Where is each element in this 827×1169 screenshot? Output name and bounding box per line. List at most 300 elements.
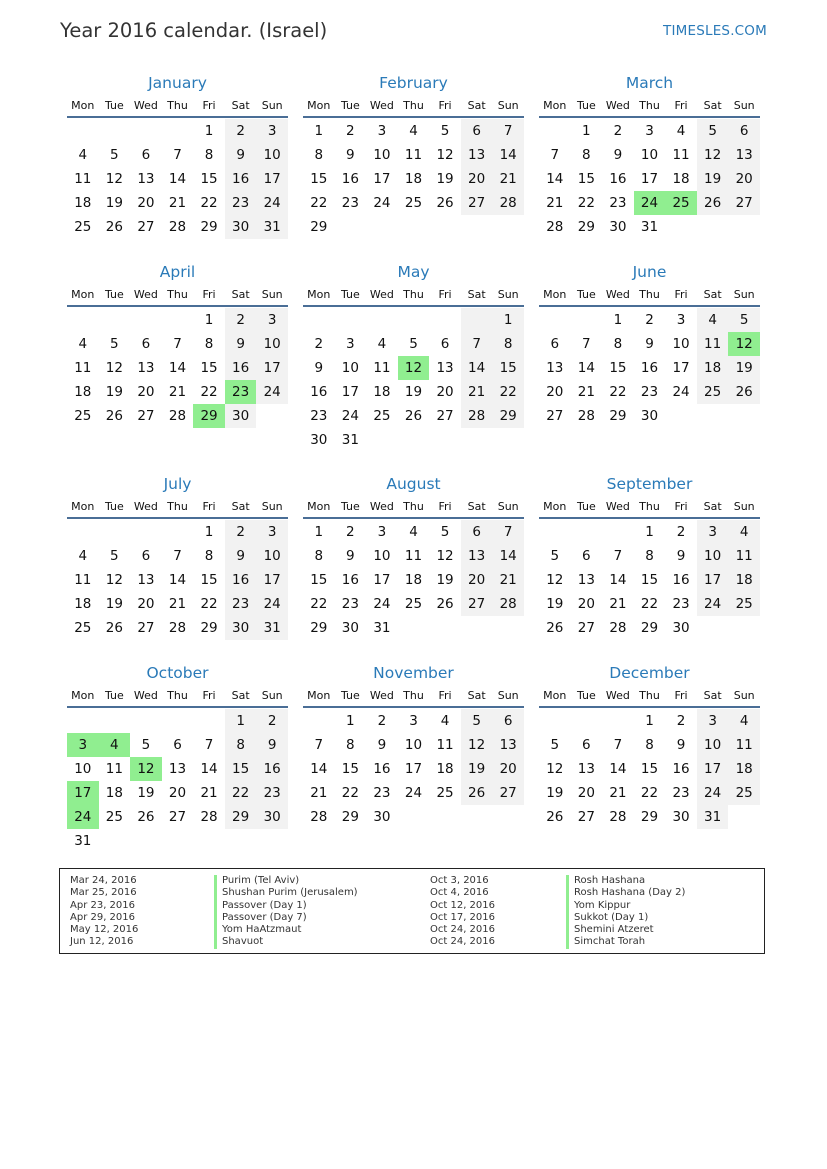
day-cell[interactable]: 19 — [461, 757, 493, 781]
day-cell[interactable]: 13 — [461, 544, 493, 568]
day-cell[interactable]: 27 — [137, 219, 155, 235]
day-cell[interactable]: 16 — [609, 171, 627, 187]
day-cell[interactable]: 7 — [204, 737, 214, 753]
day-cell[interactable]: 26 — [105, 219, 123, 235]
day-cell[interactable]: 22 — [310, 596, 328, 612]
day-cell[interactable]: 17 — [672, 360, 690, 376]
day-cell[interactable]: 25 — [373, 408, 391, 424]
day-cell[interactable]: 18 — [105, 785, 123, 801]
day-cell[interactable]: 31 — [341, 432, 359, 448]
day-cell[interactable]: 18 — [373, 384, 391, 400]
day-cell[interactable]: 2 — [225, 308, 257, 332]
day-cell[interactable]: 21 — [492, 568, 524, 592]
day-cell[interactable]: 21 — [609, 596, 627, 612]
day-cell[interactable]: 24 — [256, 592, 288, 616]
day-cell[interactable]: 14 — [168, 572, 187, 588]
day-cell[interactable]: 16 — [341, 572, 359, 588]
day-cell[interactable]: 11 — [728, 733, 760, 757]
day-cell[interactable]: 11 — [373, 360, 391, 376]
day-cell[interactable]: 5 — [440, 524, 450, 540]
day-cell[interactable]: 1 — [613, 312, 623, 328]
day-cell[interactable]: 4 — [697, 308, 729, 332]
day-cell[interactable]: 2 — [225, 119, 257, 143]
day-cell[interactable]: 19 — [404, 384, 423, 400]
day-cell[interactable]: 12 — [436, 548, 454, 564]
day-cell[interactable]: 31 — [640, 219, 659, 235]
day-cell[interactable]: 7 — [314, 737, 324, 753]
day-cell[interactable]: 23 — [609, 195, 627, 211]
day-cell[interactable]: 24 — [341, 408, 359, 424]
day-cell[interactable]: 2 — [346, 524, 355, 540]
day-cell[interactable]: 20 — [577, 785, 595, 801]
day-cell[interactable]: 14 — [609, 761, 627, 777]
day-cell[interactable]: 8 — [204, 336, 214, 352]
holiday-day-cell[interactable]: 3 — [67, 733, 99, 757]
day-cell[interactable]: 1 — [346, 713, 355, 729]
day-cell[interactable]: 8 — [492, 332, 524, 356]
day-cell[interactable]: 18 — [672, 171, 690, 187]
day-cell[interactable]: 19 — [436, 171, 454, 187]
day-cell[interactable]: 31 — [697, 805, 729, 829]
day-cell[interactable]: 19 — [105, 596, 123, 612]
holiday-day-cell[interactable]: 17 — [67, 781, 99, 805]
day-cell[interactable]: 17 — [404, 761, 423, 777]
day-cell[interactable]: 23 — [672, 785, 690, 801]
day-cell[interactable]: 28 — [461, 404, 493, 428]
day-cell[interactable]: 7 — [461, 332, 493, 356]
day-cell[interactable]: 10 — [256, 544, 288, 568]
day-cell[interactable]: 15 — [200, 171, 218, 187]
holiday-day-cell[interactable]: 23 — [225, 380, 257, 404]
day-cell[interactable]: 2 — [645, 312, 654, 328]
day-cell[interactable]: 22 — [640, 785, 659, 801]
day-cell[interactable]: 6 — [461, 520, 493, 544]
day-cell[interactable]: 12 — [461, 733, 493, 757]
day-cell[interactable]: 21 — [461, 380, 493, 404]
day-cell[interactable]: 22 — [200, 596, 218, 612]
day-cell[interactable]: 6 — [440, 336, 450, 352]
day-cell[interactable]: 30 — [310, 432, 328, 448]
day-cell[interactable]: 24 — [697, 781, 729, 805]
day-cell[interactable]: 29 — [341, 809, 359, 825]
day-cell[interactable]: 9 — [676, 737, 686, 753]
day-cell[interactable]: 17 — [256, 356, 288, 380]
day-cell[interactable]: 1 — [204, 524, 214, 540]
day-cell[interactable]: 5 — [110, 336, 119, 352]
day-cell[interactable]: 21 — [168, 596, 187, 612]
day-cell[interactable]: 22 — [577, 195, 595, 211]
day-cell[interactable]: 29 — [310, 219, 328, 235]
day-cell[interactable]: 15 — [225, 757, 257, 781]
day-cell[interactable]: 4 — [728, 709, 760, 733]
day-cell[interactable]: 22 — [609, 384, 627, 400]
day-cell[interactable]: 13 — [577, 761, 595, 777]
day-cell[interactable]: 7 — [173, 147, 182, 163]
day-cell[interactable]: 29 — [200, 620, 218, 636]
day-cell[interactable]: 30 — [225, 616, 257, 640]
day-cell[interactable]: 9 — [645, 336, 654, 352]
day-cell[interactable]: 6 — [492, 709, 524, 733]
day-cell[interactable]: 25 — [728, 592, 760, 616]
day-cell[interactable]: 7 — [492, 520, 524, 544]
day-cell[interactable]: 23 — [256, 781, 288, 805]
day-cell[interactable]: 18 — [404, 171, 423, 187]
day-cell[interactable]: 28 — [577, 408, 595, 424]
day-cell[interactable]: 14 — [609, 572, 627, 588]
day-cell[interactable]: 1 — [492, 308, 524, 332]
day-cell[interactable]: 8 — [645, 548, 654, 564]
day-cell[interactable]: 5 — [440, 123, 450, 139]
day-cell[interactable]: 6 — [550, 336, 560, 352]
day-cell[interactable]: 12 — [697, 143, 729, 167]
day-cell[interactable]: 16 — [310, 384, 328, 400]
holiday-day-cell[interactable]: 12 — [130, 757, 162, 781]
day-cell[interactable]: 25 — [404, 195, 423, 211]
day-cell[interactable]: 25 — [74, 219, 92, 235]
day-cell[interactable]: 31 — [256, 616, 288, 640]
day-cell[interactable]: 7 — [492, 119, 524, 143]
day-cell[interactable]: 1 — [225, 709, 257, 733]
day-cell[interactable]: 29 — [640, 809, 659, 825]
day-cell[interactable]: 23 — [672, 596, 690, 612]
day-cell[interactable]: 14 — [492, 544, 524, 568]
day-cell[interactable]: 5 — [110, 548, 119, 564]
day-cell[interactable]: 4 — [78, 336, 88, 352]
day-cell[interactable]: 20 — [137, 596, 155, 612]
day-cell[interactable]: 9 — [225, 544, 257, 568]
day-cell[interactable]: 21 — [492, 167, 524, 191]
day-cell[interactable]: 5 — [141, 737, 151, 753]
day-cell[interactable]: 27 — [461, 592, 493, 616]
day-cell[interactable]: 22 — [310, 195, 328, 211]
day-cell[interactable]: 28 — [310, 809, 328, 825]
day-cell[interactable]: 1 — [645, 713, 654, 729]
day-cell[interactable]: 5 — [110, 147, 119, 163]
day-cell[interactable]: 13 — [137, 171, 155, 187]
day-cell[interactable]: 2 — [613, 123, 623, 139]
day-cell[interactable]: 22 — [225, 781, 257, 805]
holiday-day-cell[interactable]: 24 — [67, 805, 99, 829]
day-cell[interactable]: 10 — [373, 147, 391, 163]
holiday-day-cell[interactable]: 4 — [99, 733, 131, 757]
day-cell[interactable]: 17 — [640, 171, 659, 187]
day-cell[interactable]: 5 — [550, 737, 560, 753]
day-cell[interactable]: 27 — [546, 408, 564, 424]
day-cell[interactable]: 15 — [310, 572, 328, 588]
day-cell[interactable]: 14 — [492, 143, 524, 167]
day-cell[interactable]: 8 — [645, 737, 654, 753]
day-cell[interactable]: 15 — [200, 572, 218, 588]
day-cell[interactable]: 4 — [676, 123, 686, 139]
day-cell[interactable]: 10 — [341, 360, 359, 376]
holiday-day-cell[interactable]: 24 — [634, 191, 666, 215]
day-cell[interactable]: 29 — [492, 404, 524, 428]
day-cell[interactable]: 12 — [546, 572, 564, 588]
day-cell[interactable]: 29 — [310, 620, 328, 636]
day-cell[interactable]: 3 — [377, 524, 387, 540]
day-cell[interactable]: 13 — [137, 360, 155, 376]
day-cell[interactable]: 1 — [582, 123, 591, 139]
day-cell[interactable]: 13 — [168, 761, 187, 777]
day-cell[interactable]: 26 — [728, 380, 760, 404]
day-cell[interactable]: 4 — [440, 713, 450, 729]
day-cell[interactable]: 13 — [546, 360, 564, 376]
day-cell[interactable]: 3 — [346, 336, 355, 352]
day-cell[interactable]: 9 — [225, 143, 257, 167]
day-cell[interactable]: 28 — [492, 191, 524, 215]
day-cell[interactable]: 20 — [436, 384, 454, 400]
day-cell[interactable]: 4 — [78, 548, 88, 564]
day-cell[interactable]: 4 — [409, 123, 418, 139]
day-cell[interactable]: 17 — [256, 568, 288, 592]
day-cell[interactable]: 26 — [137, 809, 155, 825]
day-cell[interactable]: 27 — [168, 809, 187, 825]
day-cell[interactable]: 2 — [346, 123, 355, 139]
day-cell[interactable]: 15 — [341, 761, 359, 777]
day-cell[interactable]: 7 — [613, 548, 623, 564]
day-cell[interactable]: 29 — [200, 219, 218, 235]
day-cell[interactable]: 19 — [728, 356, 760, 380]
day-cell[interactable]: 19 — [137, 785, 155, 801]
day-cell[interactable]: 5 — [728, 308, 760, 332]
day-cell[interactable]: 8 — [613, 336, 623, 352]
day-cell[interactable]: 13 — [137, 572, 155, 588]
holiday-day-cell[interactable]: 25 — [665, 191, 697, 215]
day-cell[interactable]: 31 — [74, 833, 92, 849]
day-cell[interactable]: 27 — [137, 620, 155, 636]
day-cell[interactable]: 18 — [436, 761, 454, 777]
day-cell[interactable]: 18 — [728, 568, 760, 592]
day-cell[interactable]: 20 — [546, 384, 564, 400]
day-cell[interactable]: 13 — [577, 572, 595, 588]
day-cell[interactable]: 6 — [582, 737, 591, 753]
day-cell[interactable]: 11 — [404, 548, 423, 564]
day-cell[interactable]: 17 — [373, 572, 391, 588]
day-cell[interactable]: 29 — [640, 620, 659, 636]
day-cell[interactable]: 1 — [314, 524, 324, 540]
day-cell[interactable]: 5 — [461, 709, 493, 733]
day-cell[interactable]: 3 — [377, 123, 387, 139]
day-cell[interactable]: 19 — [697, 167, 729, 191]
day-cell[interactable]: 20 — [461, 568, 493, 592]
day-cell[interactable]: 1 — [204, 312, 214, 328]
day-cell[interactable]: 18 — [404, 572, 423, 588]
day-cell[interactable]: 30 — [225, 404, 257, 428]
day-cell[interactable]: 9 — [346, 548, 355, 564]
day-cell[interactable]: 25 — [436, 785, 454, 801]
day-cell[interactable]: 28 — [168, 219, 187, 235]
day-cell[interactable]: 6 — [582, 548, 591, 564]
day-cell[interactable]: 3 — [676, 312, 686, 328]
day-cell[interactable]: 20 — [137, 384, 155, 400]
day-cell[interactable]: 28 — [492, 592, 524, 616]
day-cell[interactable]: 30 — [373, 809, 391, 825]
day-cell[interactable]: 27 — [577, 809, 595, 825]
day-cell[interactable]: 10 — [373, 548, 391, 564]
day-cell[interactable]: 30 — [609, 219, 627, 235]
day-cell[interactable]: 19 — [105, 195, 123, 211]
day-cell[interactable]: 13 — [492, 733, 524, 757]
holiday-day-cell[interactable]: 12 — [398, 356, 430, 380]
day-cell[interactable]: 29 — [609, 408, 627, 424]
day-cell[interactable]: 17 — [373, 171, 391, 187]
day-cell[interactable]: 21 — [200, 785, 218, 801]
day-cell[interactable]: 14 — [546, 171, 564, 187]
day-cell[interactable]: 18 — [728, 757, 760, 781]
day-cell[interactable]: 9 — [377, 737, 387, 753]
day-cell[interactable]: 7 — [550, 147, 560, 163]
day-cell[interactable]: 20 — [728, 167, 760, 191]
day-cell[interactable]: 26 — [461, 781, 493, 805]
day-cell[interactable]: 9 — [613, 147, 623, 163]
day-cell[interactable]: 23 — [341, 596, 359, 612]
day-cell[interactable]: 15 — [310, 171, 328, 187]
day-cell[interactable]: 16 — [373, 761, 391, 777]
day-cell[interactable]: 29 — [577, 219, 595, 235]
day-cell[interactable]: 24 — [373, 596, 391, 612]
day-cell[interactable]: 8 — [582, 147, 591, 163]
day-cell[interactable]: 8 — [204, 147, 214, 163]
day-cell[interactable]: 7 — [613, 737, 623, 753]
day-cell[interactable]: 18 — [74, 384, 92, 400]
day-cell[interactable]: 30 — [341, 620, 359, 636]
day-cell[interactable]: 22 — [200, 384, 218, 400]
day-cell[interactable]: 11 — [697, 332, 729, 356]
day-cell[interactable]: 25 — [74, 408, 92, 424]
day-cell[interactable]: 6 — [141, 548, 151, 564]
day-cell[interactable]: 17 — [256, 167, 288, 191]
day-cell[interactable]: 10 — [672, 336, 690, 352]
day-cell[interactable]: 24 — [256, 191, 288, 215]
day-cell[interactable]: 3 — [256, 119, 288, 143]
day-cell[interactable]: 10 — [697, 733, 729, 757]
day-cell[interactable]: 12 — [436, 147, 454, 163]
day-cell[interactable]: 2 — [225, 520, 257, 544]
day-cell[interactable]: 27 — [461, 191, 493, 215]
day-cell[interactable]: 31 — [373, 620, 391, 636]
day-cell[interactable]: 11 — [404, 147, 423, 163]
day-cell[interactable]: 21 — [168, 195, 187, 211]
day-cell[interactable]: 28 — [609, 809, 627, 825]
day-cell[interactable]: 8 — [314, 548, 324, 564]
day-cell[interactable]: 17 — [697, 568, 729, 592]
holiday-day-cell[interactable]: 12 — [728, 332, 760, 356]
day-cell[interactable]: 10 — [640, 147, 659, 163]
day-cell[interactable]: 24 — [697, 592, 729, 616]
day-cell[interactable]: 8 — [225, 733, 257, 757]
day-cell[interactable]: 14 — [577, 360, 595, 376]
holiday-day-cell[interactable]: 29 — [193, 404, 225, 428]
day-cell[interactable]: 27 — [728, 191, 760, 215]
day-cell[interactable]: 7 — [173, 548, 182, 564]
day-cell[interactable]: 16 — [672, 761, 690, 777]
day-cell[interactable]: 16 — [225, 568, 257, 592]
day-cell[interactable]: 28 — [546, 219, 564, 235]
day-cell[interactable]: 9 — [314, 360, 324, 376]
day-cell[interactable]: 20 — [461, 167, 493, 191]
day-cell[interactable]: 3 — [256, 308, 288, 332]
day-cell[interactable]: 4 — [78, 147, 88, 163]
day-cell[interactable]: 8 — [314, 147, 324, 163]
day-cell[interactable]: 4 — [728, 520, 760, 544]
day-cell[interactable]: 26 — [105, 408, 123, 424]
day-cell[interactable]: 23 — [640, 384, 659, 400]
day-cell[interactable]: 16 — [225, 167, 257, 191]
day-cell[interactable]: 11 — [74, 171, 92, 187]
day-cell[interactable]: 21 — [168, 384, 187, 400]
day-cell[interactable]: 3 — [645, 123, 654, 139]
day-cell[interactable]: 3 — [697, 520, 729, 544]
day-cell[interactable]: 19 — [105, 384, 123, 400]
day-cell[interactable]: 22 — [492, 380, 524, 404]
day-cell[interactable]: 15 — [640, 572, 659, 588]
day-cell[interactable]: 21 — [310, 785, 328, 801]
day-cell[interactable]: 27 — [137, 408, 155, 424]
day-cell[interactable]: 15 — [577, 171, 595, 187]
day-cell[interactable]: 26 — [697, 191, 729, 215]
day-cell[interactable]: 15 — [640, 761, 659, 777]
day-cell[interactable]: 25 — [74, 620, 92, 636]
day-cell[interactable]: 3 — [697, 709, 729, 733]
day-cell[interactable]: 18 — [697, 356, 729, 380]
day-cell[interactable]: 21 — [546, 195, 564, 211]
day-cell[interactable]: 13 — [728, 143, 760, 167]
day-cell[interactable]: 15 — [492, 356, 524, 380]
day-cell[interactable]: 7 — [582, 336, 591, 352]
day-cell[interactable]: 29 — [225, 805, 257, 829]
day-cell[interactable]: 19 — [546, 785, 564, 801]
day-cell[interactable]: 15 — [200, 360, 218, 376]
day-cell[interactable]: 5 — [697, 119, 729, 143]
day-cell[interactable]: 10 — [404, 737, 423, 753]
day-cell[interactable]: 30 — [672, 620, 690, 636]
day-cell[interactable]: 11 — [436, 737, 454, 753]
day-cell[interactable]: 4 — [409, 524, 418, 540]
day-cell[interactable]: 11 — [728, 544, 760, 568]
day-cell[interactable]: 13 — [436, 360, 454, 376]
day-cell[interactable]: 17 — [697, 757, 729, 781]
day-cell[interactable]: 23 — [341, 195, 359, 211]
day-cell[interactable]: 9 — [346, 147, 355, 163]
day-cell[interactable]: 30 — [256, 805, 288, 829]
day-cell[interactable]: 6 — [141, 147, 151, 163]
day-cell[interactable]: 10 — [74, 761, 92, 777]
day-cell[interactable]: 31 — [256, 215, 288, 239]
day-cell[interactable]: 22 — [200, 195, 218, 211]
day-cell[interactable]: 28 — [609, 620, 627, 636]
day-cell[interactable]: 14 — [461, 356, 493, 380]
day-cell[interactable]: 26 — [546, 809, 564, 825]
day-cell[interactable]: 6 — [141, 336, 151, 352]
day-cell[interactable]: 27 — [577, 620, 595, 636]
day-cell[interactable]: 2 — [676, 524, 686, 540]
day-cell[interactable]: 22 — [640, 596, 659, 612]
day-cell[interactable]: 30 — [225, 215, 257, 239]
day-cell[interactable]: 16 — [341, 171, 359, 187]
day-cell[interactable]: 2 — [256, 709, 288, 733]
day-cell[interactable]: 6 — [728, 119, 760, 143]
day-cell[interactable]: 1 — [645, 524, 654, 540]
day-cell[interactable]: 30 — [640, 408, 659, 424]
day-cell[interactable]: 24 — [672, 384, 690, 400]
day-cell[interactable]: 17 — [341, 384, 359, 400]
day-cell[interactable]: 10 — [256, 332, 288, 356]
day-cell[interactable]: 1 — [204, 123, 214, 139]
day-cell[interactable]: 14 — [200, 761, 218, 777]
day-cell[interactable]: 16 — [225, 356, 257, 380]
day-cell[interactable]: 23 — [310, 408, 328, 424]
day-cell[interactable]: 11 — [672, 147, 690, 163]
